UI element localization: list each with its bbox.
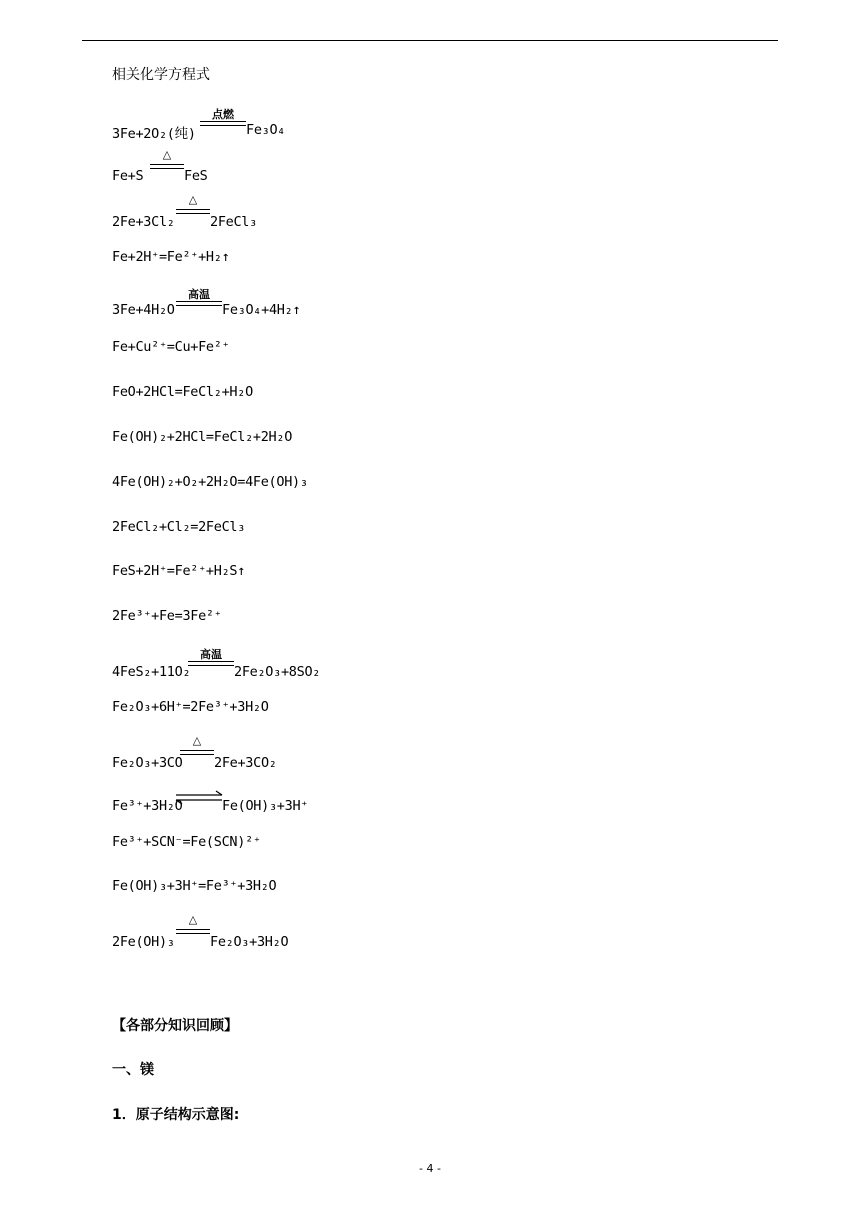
equation-right: Fe₃O₄	[246, 122, 286, 138]
equation-left: Fe+S	[112, 168, 144, 184]
part-heading: 一、镁	[112, 1062, 154, 1078]
equation-text: 4Fe(OH)₂+O₂+2H₂O=4Fe(OH)₃	[112, 474, 308, 490]
equation-right: Fe(OH)₃+3H⁺	[222, 798, 309, 814]
equation-left: 2Fe(OH)₃	[112, 934, 175, 950]
reaction-condition	[150, 148, 184, 178]
reaction-condition	[176, 913, 210, 943]
page-number: - 4 -	[419, 1162, 441, 1175]
equation-text: 2Fe³⁺+Fe=3Fe²⁺	[112, 608, 222, 624]
equation-left: 3Fe+4H₂O	[112, 302, 175, 318]
header-rule	[82, 40, 778, 41]
equals-bar	[176, 933, 210, 934]
reaction-condition	[180, 734, 214, 764]
condition-text: 点燃	[212, 108, 234, 121]
equals-bar	[188, 665, 234, 666]
equals-bar	[176, 305, 222, 306]
equals-bar	[188, 661, 234, 662]
equation-text: Fe(OH)₃+3H⁺=Fe³⁺+3H₂O	[112, 878, 277, 894]
equals-bar	[180, 754, 214, 755]
reaction-condition	[188, 646, 234, 676]
equals-bar	[150, 168, 184, 169]
reversible-arrow-icon	[174, 790, 224, 806]
equation-row	[112, 122, 196, 142]
equals-bar	[176, 929, 210, 930]
equals-bar	[176, 209, 210, 210]
equals-bar	[176, 301, 222, 302]
equals-bar	[176, 213, 210, 214]
equals-bar	[150, 164, 184, 165]
equation-left: 3Fe+2O₂(纯)	[112, 126, 196, 142]
reaction-condition	[200, 106, 246, 136]
equation-text: FeO+2HCl=FeCl₂+H₂O	[112, 384, 253, 400]
equation-left: 4FeS₂+11O₂	[112, 664, 191, 680]
equals-bar	[200, 121, 246, 122]
equation-text: 2FeCl₂+Cl₂=2FeCl₃	[112, 519, 246, 535]
condition-text: △	[192, 734, 202, 747]
equation-right: 2Fe₂O₃+8SO₂	[234, 664, 321, 680]
equation-right: Fe₃O₄+4H₂↑	[222, 302, 301, 318]
reaction-condition	[176, 193, 210, 223]
equation-left: Fe³⁺+3H₂O	[112, 798, 183, 814]
section-title: 相关化学方程式	[112, 67, 210, 83]
reaction-condition	[176, 286, 222, 316]
equation-text: Fe₂O₃+6H⁺=2Fe³⁺+3H₂O	[112, 699, 269, 715]
condition-text: △	[162, 148, 172, 161]
condition-text: 高温	[188, 288, 210, 301]
equation-left: 2Fe+3Cl₂	[112, 214, 175, 230]
condition-text: △	[188, 193, 198, 206]
equation-right: 2FeCl₃	[210, 214, 257, 230]
equation-text: Fe³⁺+SCN⁻=Fe(SCN)²⁺	[112, 834, 261, 850]
item-heading: 1．原子结构示意图:	[112, 1107, 240, 1123]
condition-text: 高温	[200, 648, 222, 661]
condition-text: △	[188, 913, 198, 926]
equation-text: Fe(OH)₂+2HCl=FeCl₂+2H₂O	[112, 429, 293, 445]
equation-text: Fe+Cu²⁺=Cu+Fe²⁺	[112, 339, 230, 355]
review-heading: 【各部分知识回顾】	[112, 1018, 238, 1034]
equation-right: 2Fe+3CO₂	[214, 755, 277, 771]
equation-right: FeS	[184, 168, 208, 184]
equation-left: Fe₂O₃+3CO	[112, 755, 183, 771]
equals-bar	[200, 125, 246, 126]
equation-right: Fe₂O₃+3H₂O	[210, 934, 289, 950]
equation-text: FeS+2H⁺=Fe²⁺+H₂S↑	[112, 563, 246, 579]
equation-text: Fe+2H⁺=Fe²⁺+H₂↑	[112, 249, 230, 265]
equals-bar	[180, 750, 214, 751]
